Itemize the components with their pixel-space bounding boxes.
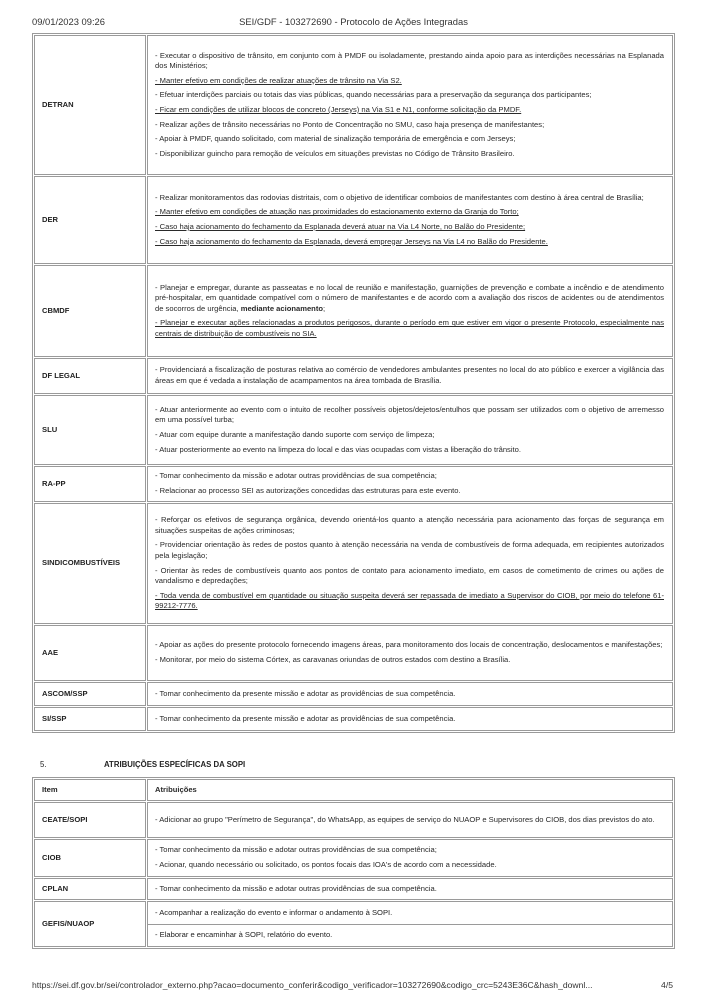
- item-text: - Manter efetivo em condições de realizar atuações de trânsito na Via S2.: [155, 75, 402, 85]
- table-row: [34, 901, 673, 947]
- item-text: - Disponibilizar guincho para remoção de veículos em situações previstas no Código de Trânsito Brasileiro.: [155, 148, 515, 158]
- sopi-table: [32, 777, 675, 949]
- item-text: - Efetuar interdições parciais ou totais das vias públicas, quando necessárias para a preservação da segurança dos participantes;: [155, 90, 592, 100]
- list-item: [155, 120, 664, 131]
- item-text: - Planejar e empregar, durante as passeatas e no local de reunião e manifestação, guarnições de prevenção e combate a incêndio e de atendimento pré-hospitalar, em quantidade compatível com o número de manifestantes e de acordo com a avaliação dos riscos de acidentes ou de atendimentos de socorros de urgência,: [155, 282, 664, 313]
- item-text: - Executar o dispositivo de trânsito, em conjunto com à PMDF ou isoladamente, prestando ainda apoio para as interdições necessárias na Esplanada dos Ministérios;: [155, 50, 664, 71]
- list-item: [155, 237, 664, 248]
- item-text: - Manter efetivo em condições de atuação nas proximidades do estacionamento externo da Granja do Torto;: [155, 207, 519, 217]
- item-text: - Tomar conhecimento da missão e adotar outras providências de sua competência;: [155, 845, 437, 855]
- row-label: SINDICOMBUSTÍVEIS: [34, 503, 146, 624]
- list-item: [155, 860, 664, 871]
- list-item: [155, 318, 664, 339]
- row-label: CIOB: [34, 839, 146, 877]
- item-text: - Providenciará a fiscalização de posturas relativa ao comércio de vendedores ambulantes presentes no local do ato público e exercer a vigilância das áreas em que é vedada a instalação de acampamentos na área tombada de Brasília.: [155, 365, 664, 385]
- row-content: [147, 35, 673, 175]
- item-text: - Acompanhar a realização do evento e informar o andamento à SOPI.: [155, 907, 393, 917]
- row-label: SLU: [34, 395, 146, 465]
- table-row: [34, 35, 673, 175]
- item-text: - Atuar com equipe durante a manifestação dando suporte com serviço de limpeza;: [155, 430, 435, 439]
- table-row: [34, 625, 673, 681]
- row-label: CPLAN: [34, 878, 146, 900]
- table-row: [34, 395, 673, 465]
- table-row: [34, 176, 673, 264]
- list-item: [155, 540, 664, 561]
- row-label: GEFIS/NUAOP: [34, 901, 146, 947]
- item-text: - Relacionar ao processo SEI as autorizações concedidas das estruturas para este evento.: [155, 486, 461, 495]
- list-item: [155, 430, 664, 441]
- list-item: [155, 655, 664, 666]
- item-text: - Caso haja acionamento do fechamento da Esplanada, deverá empregar Jerseys na Via L4 no Balão do Presidente.: [155, 236, 548, 246]
- table-row: [34, 466, 673, 502]
- row-content: [147, 707, 673, 731]
- item-text: - Ficar em condições de utilizar blocos de concreto (Jerseys) na Via S1 e N1, conforme solicitação da PMDF.: [155, 105, 522, 114]
- section-heading: [40, 760, 245, 769]
- row-content: [147, 839, 673, 877]
- item-text: - Realizar ações de trânsito necessárias no Ponto de Concentração no SMU, caso haja presença de manifestantes;: [155, 119, 545, 129]
- list-item: [155, 486, 664, 497]
- row-content: [147, 682, 673, 706]
- row-label: ASCOM/SSP: [34, 682, 146, 706]
- row-label: DF LEGAL: [34, 358, 146, 394]
- row-label: RA-PP: [34, 466, 146, 502]
- row-content: [147, 395, 673, 465]
- item-text: - Caso haja acionamento do fechamento da Esplanada deverá atuar na Via L4 Norte, no Balão do Presidente;: [155, 222, 526, 231]
- list-item: [155, 105, 664, 116]
- table-row: [34, 839, 673, 877]
- responsibilities-table: [32, 33, 675, 733]
- list-item: [155, 689, 664, 700]
- list-item: [155, 51, 664, 72]
- item-text: - Adicionar ao grupo "Perímetro de Segurança", do WhatsApp, as equipes de serviço do NUAOP e Supervisores do CIOB, dos dias previstos do ato.: [155, 814, 655, 824]
- row-content: [147, 176, 673, 264]
- page-number: 4/5: [661, 980, 673, 990]
- row-label: DETRAN: [34, 35, 146, 175]
- list-item: [155, 222, 664, 233]
- row-label: AAE: [34, 625, 146, 681]
- list-item: [155, 884, 664, 895]
- item-text: - Apoiar as ações do presente protocolo fornecendo imagens áreas, para monitoramento dos locais de concentração, deslocamentos e manifestações;: [155, 640, 663, 650]
- table-header-row: [34, 779, 673, 801]
- list-item: [148, 903, 672, 925]
- row-content: [147, 802, 673, 838]
- table-row: [34, 682, 673, 706]
- item-text: - Providenciar orientação às redes de postos quanto à atenção necessária na venda de combustíveis de forma adequada, em recipientes autorizados pela legislação;: [155, 540, 664, 560]
- list-item: [155, 815, 664, 826]
- list-item: [155, 845, 664, 856]
- row-content: [147, 901, 673, 947]
- item-text: - Tomar conhecimento da missão e adotar outras providências de sua competência.: [155, 883, 437, 893]
- item-text: - Atuar anteriormente ao evento com o intuito de recolher possíveis objetos/dejetos/entulhos que possam ser utilizados com o objetivo de arremesso em uma possível turba;: [155, 404, 664, 425]
- document-title: SEI/GDF - 103272690 - Protocolo de Ações Integradas: [239, 16, 468, 27]
- row-content: [147, 358, 673, 394]
- table-row: [34, 265, 673, 357]
- list-item: [148, 925, 672, 946]
- footer-url[interactable]: https://sei.df.gov.br/sei/controlador_externo.php?acao=documento_conferir&codigo_verificador=103272690&codigo_crc=5243E36C&hash_downl...: [32, 980, 593, 990]
- list-item: [155, 566, 664, 587]
- list-item: [155, 90, 664, 101]
- item-text: - Acionar, quando necessário ou solicitado, os pontos focais das IOA's de acordo com a necessidade.: [155, 860, 497, 869]
- item-text: - Realizar monitoramentos das rodovias distritais, com o objetivo de identificar comboios de manifestantes com destino à área central de Brasília;: [155, 192, 644, 202]
- item-text: - Tomar conhecimento da missão e adotar outras providências de sua competência;: [155, 471, 437, 481]
- list-item: [155, 445, 664, 456]
- list-item: [155, 515, 664, 536]
- table-row: [34, 878, 673, 900]
- row-label: CBMDF: [34, 265, 146, 357]
- list-item: [155, 134, 664, 145]
- table-row: [34, 358, 673, 394]
- list-item: [155, 283, 664, 315]
- table-row: [34, 503, 673, 624]
- list-item: [155, 207, 664, 218]
- item-text: - Tomar conhecimento da presente missão e adotar as providências de sua competência.: [155, 713, 456, 723]
- row-content: [147, 503, 673, 624]
- column-header-item: Item: [34, 779, 146, 801]
- item-text: - Reforçar os efetivos de segurança orgânica, devendo orientá-los quanto a atenção necessária para acionamento das forças de segurança em situações suspeitas de ações criminosas;: [155, 515, 664, 535]
- list-item: [155, 471, 664, 482]
- list-item: [155, 76, 664, 87]
- item-text: - Apoiar à PMDF, quando solicitado, com material de sinalização temporária de emergência e com Jerseys;: [155, 134, 516, 144]
- row-content: [147, 265, 673, 357]
- item-text: - Orientar às redes de combustíveis quanto aos pontos de contato para acionamento imediato, em casos de cometimento de crimes ou ações de vandalismo e depredações;: [155, 565, 664, 586]
- section-number: 5.: [40, 760, 47, 769]
- list-item: [155, 640, 664, 651]
- row-label: CEATE/SOPI: [34, 802, 146, 838]
- list-item: [155, 365, 664, 386]
- table-row: [34, 707, 673, 731]
- table-row: [34, 802, 673, 838]
- item-text: - Elaborar e encaminhar à SOPI, relatório do evento.: [155, 929, 333, 939]
- list-item: [155, 149, 664, 160]
- item-text: - Monitorar, por meio do sistema Córtex, as caravanas oriundas de outros estados com destino a Brasília.: [155, 655, 511, 664]
- row-content: [147, 625, 673, 681]
- row-content: [147, 878, 673, 900]
- column-header-attributions: Atribuições: [147, 779, 673, 801]
- row-content: [147, 466, 673, 502]
- item-tail: ;: [323, 303, 326, 313]
- list-item: [155, 405, 664, 426]
- section-title: ATRIBUIÇÕES ESPECÍFICAS DA SOPI: [104, 760, 246, 769]
- row-label: SI/SSP: [34, 707, 146, 731]
- item-text: - Planejar e executar ações relacionadas a produtos perigosos, durante o período em que estiver em vigor o presente Protocolo, especialmente nas centrais de distribuição de combustíveis no SIA.: [155, 318, 664, 338]
- list-item: [155, 714, 664, 725]
- item-text: - Toda venda de combustível em quantidade ou situação suspeita deverá ser repassada de imediato a Supervisor do CIOB, por meio do telefone 61-99212-7776.: [155, 590, 664, 611]
- print-datetime: 09/01/2023 09:26: [32, 16, 105, 27]
- item-text: - Tomar conhecimento da presente missão e adotar as providências de sua competência.: [155, 688, 456, 698]
- item-emphasis: mediante acionamento: [240, 303, 323, 313]
- list-item: [155, 193, 664, 204]
- item-text: - Atuar posteriormente ao evento na limpeza do local e das vias ocupadas com vistas a liberação do trânsito.: [155, 444, 521, 454]
- row-label: DER: [34, 176, 146, 264]
- list-item: [155, 591, 664, 612]
